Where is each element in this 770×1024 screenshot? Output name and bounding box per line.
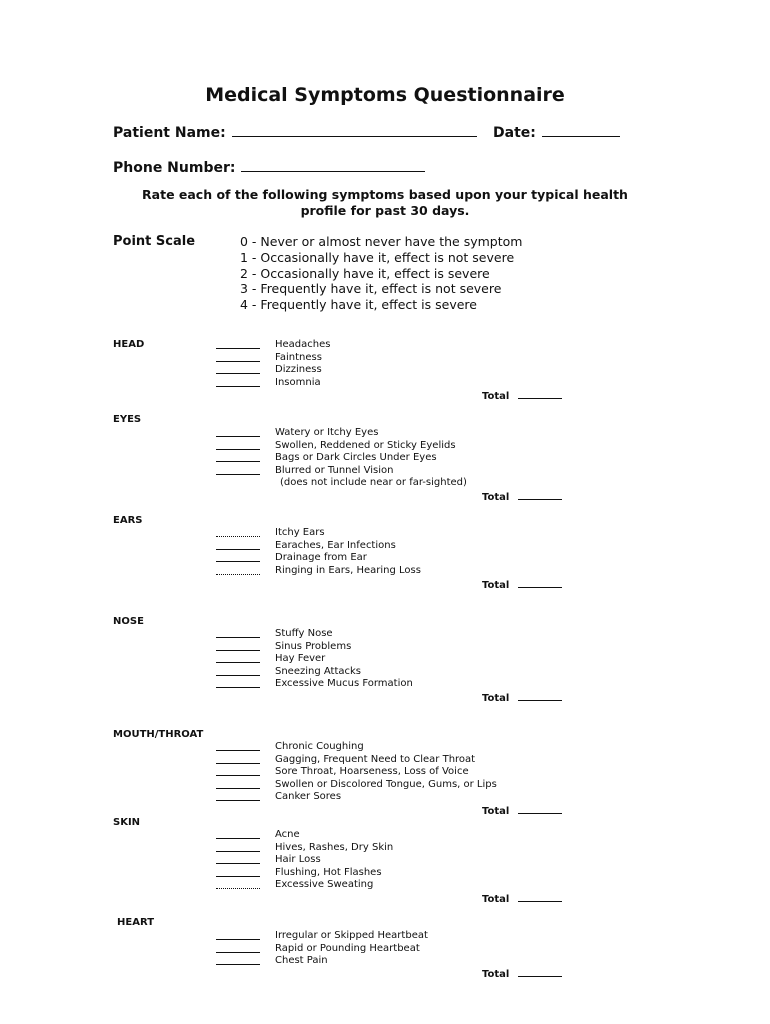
- symptom-label: Gagging, Frequent Need to Clear Throat: [275, 753, 476, 765]
- score-field[interactable]: [216, 536, 260, 537]
- phone-number-label: Phone Number:: [113, 160, 236, 176]
- score-field[interactable]: [216, 888, 260, 889]
- score-field[interactable]: [216, 863, 260, 864]
- symptom-label: Faintness: [275, 351, 322, 363]
- section-label-eyes: EYES: [113, 414, 142, 425]
- symptom-label: Swollen, Reddened or Sticky Eyelids: [275, 439, 456, 451]
- score-field[interactable]: [216, 449, 260, 450]
- total-field[interactable]: [518, 578, 562, 588]
- score-field[interactable]: [216, 964, 260, 965]
- score-field[interactable]: [216, 800, 260, 801]
- score-field[interactable]: [216, 939, 260, 940]
- total-field[interactable]: [518, 389, 562, 399]
- score-field[interactable]: [216, 876, 260, 877]
- section-label-mouth-throat: MOUTH/THROAT: [113, 729, 204, 740]
- score-field[interactable]: [216, 687, 260, 688]
- symptom-label: Swollen or Discolored Tongue, Gums, or Lips: [275, 778, 497, 790]
- symptom-label: Sore Throat, Hoarseness, Loss of Voice: [275, 766, 469, 778]
- score-field[interactable]: [216, 461, 260, 462]
- total-ears: [482, 578, 562, 591]
- point-scale-list: [240, 234, 522, 313]
- symptom-label: Blurred or Tunnel Vision: [275, 464, 394, 476]
- total-head: [482, 389, 562, 402]
- total-label: Total: [482, 391, 510, 402]
- section-label-ears: EARS: [113, 515, 143, 526]
- score-field[interactable]: [216, 348, 260, 349]
- symptom-note: (does not include near or far-sighted): [280, 477, 467, 489]
- symptom-label: Ringing in Ears, Hearing Loss: [275, 564, 421, 576]
- score-field[interactable]: [216, 788, 260, 789]
- score-field[interactable]: [216, 675, 260, 676]
- score-field[interactable]: [216, 373, 260, 374]
- total-heart: [482, 967, 562, 980]
- section-label-skin: SKIN: [113, 817, 141, 828]
- total-label: Total: [482, 894, 510, 905]
- symptom-label: Irregular or Skipped Heartbeat: [275, 930, 428, 941]
- total-label: Total: [482, 806, 510, 817]
- score-field[interactable]: [216, 361, 260, 362]
- page-title: Medical Symptoms Questionnaire: [205, 84, 565, 106]
- score-field[interactable]: [216, 952, 260, 953]
- total-field[interactable]: [518, 804, 562, 814]
- score-field[interactable]: [216, 838, 260, 839]
- section-label-head: HEAD: [113, 339, 145, 350]
- scale-level-1: 1 - Occasionally have it, effect is not severe: [240, 249, 515, 265]
- scale-level-3: 3 - Frequently have it, effect is not severe: [240, 281, 502, 297]
- symptom-label: Drainage from Ear: [275, 552, 367, 564]
- date-field[interactable]: [542, 122, 620, 137]
- total-mouth-throat: [482, 804, 562, 817]
- score-field[interactable]: [216, 561, 260, 562]
- total-skin: [482, 892, 562, 905]
- total-nose: [482, 691, 562, 704]
- total-eyes: [482, 490, 562, 503]
- scale-level-2: 2 - Occasionally have it, effect is severe: [240, 265, 490, 281]
- section-label-heart: HEART: [117, 917, 155, 928]
- total-field[interactable]: [518, 967, 562, 977]
- symptom-label: Chronic Coughing: [275, 741, 364, 752]
- symptom-label: Canker Sores: [275, 791, 342, 803]
- score-field[interactable]: [216, 851, 260, 852]
- symptom-label: Stuffy Nose: [275, 628, 333, 639]
- symptom-label: Flushing, Hot Flashes: [275, 866, 382, 878]
- score-field[interactable]: [216, 386, 260, 387]
- score-field[interactable]: [216, 574, 260, 575]
- symptom-label: Hay Fever: [275, 653, 326, 665]
- total-label: Total: [482, 693, 510, 704]
- symptom-label: Hives, Rashes, Dry Skin: [275, 841, 394, 853]
- total-label: Total: [482, 969, 510, 980]
- total-field[interactable]: [518, 691, 562, 701]
- patient-name-row: [113, 122, 477, 141]
- total-field[interactable]: [518, 490, 562, 500]
- score-field[interactable]: [216, 436, 260, 437]
- symptom-label: Hair Loss: [275, 854, 321, 866]
- date-row: [493, 122, 620, 141]
- symptom-label: Dizziness: [275, 364, 322, 376]
- symptom-label: Sneezing Attacks: [275, 665, 362, 677]
- scale-level-4: 4 - Frequently have it, effect is severe: [240, 297, 477, 313]
- total-label: Total: [482, 580, 510, 591]
- symptom-label: Excessive Sweating: [275, 879, 374, 891]
- score-field[interactable]: [216, 763, 260, 764]
- symptom-label: Sinus Problems: [275, 640, 352, 652]
- symptom-label: Watery or Itchy Eyes: [275, 427, 379, 438]
- date-label: Date:: [493, 125, 536, 141]
- symptom-label: Headaches: [275, 339, 331, 350]
- score-field[interactable]: [216, 549, 260, 550]
- phone-number-row: [113, 157, 425, 176]
- phone-number-field[interactable]: [241, 157, 425, 172]
- score-field[interactable]: [216, 637, 260, 638]
- symptom-label: Acne: [275, 829, 300, 840]
- score-field[interactable]: [216, 775, 260, 776]
- symptom-label: Excessive Mucus Formation: [275, 678, 413, 690]
- symptom-label: Chest Pain: [275, 955, 328, 967]
- patient-name-field[interactable]: [232, 122, 477, 137]
- instructions-line-1: Rate each of the following symptoms based upon your typical health: [142, 187, 628, 202]
- symptom-label: Insomnia: [275, 376, 321, 388]
- score-field[interactable]: [216, 474, 260, 475]
- section-label-nose: NOSE: [113, 616, 144, 627]
- instructions-line-2: profile for past 30 days.: [300, 203, 470, 218]
- total-field[interactable]: [518, 892, 562, 902]
- scale-level-0: 0 - Never or almost never have the symptom: [240, 234, 523, 249]
- total-label: Total: [482, 492, 510, 503]
- score-field[interactable]: [216, 750, 260, 751]
- symptom-label: Rapid or Pounding Heartbeat: [275, 942, 420, 954]
- symptom-label: Itchy Ears: [275, 527, 325, 538]
- patient-name-label: Patient Name:: [113, 125, 226, 141]
- score-field[interactable]: [216, 650, 260, 651]
- score-field[interactable]: [216, 662, 260, 663]
- symptom-label: Earaches, Ear Infections: [275, 539, 396, 551]
- point-scale-label: Point Scale: [113, 234, 196, 249]
- symptom-label: Bags or Dark Circles Under Eyes: [275, 452, 437, 464]
- instructions: [0, 187, 770, 219]
